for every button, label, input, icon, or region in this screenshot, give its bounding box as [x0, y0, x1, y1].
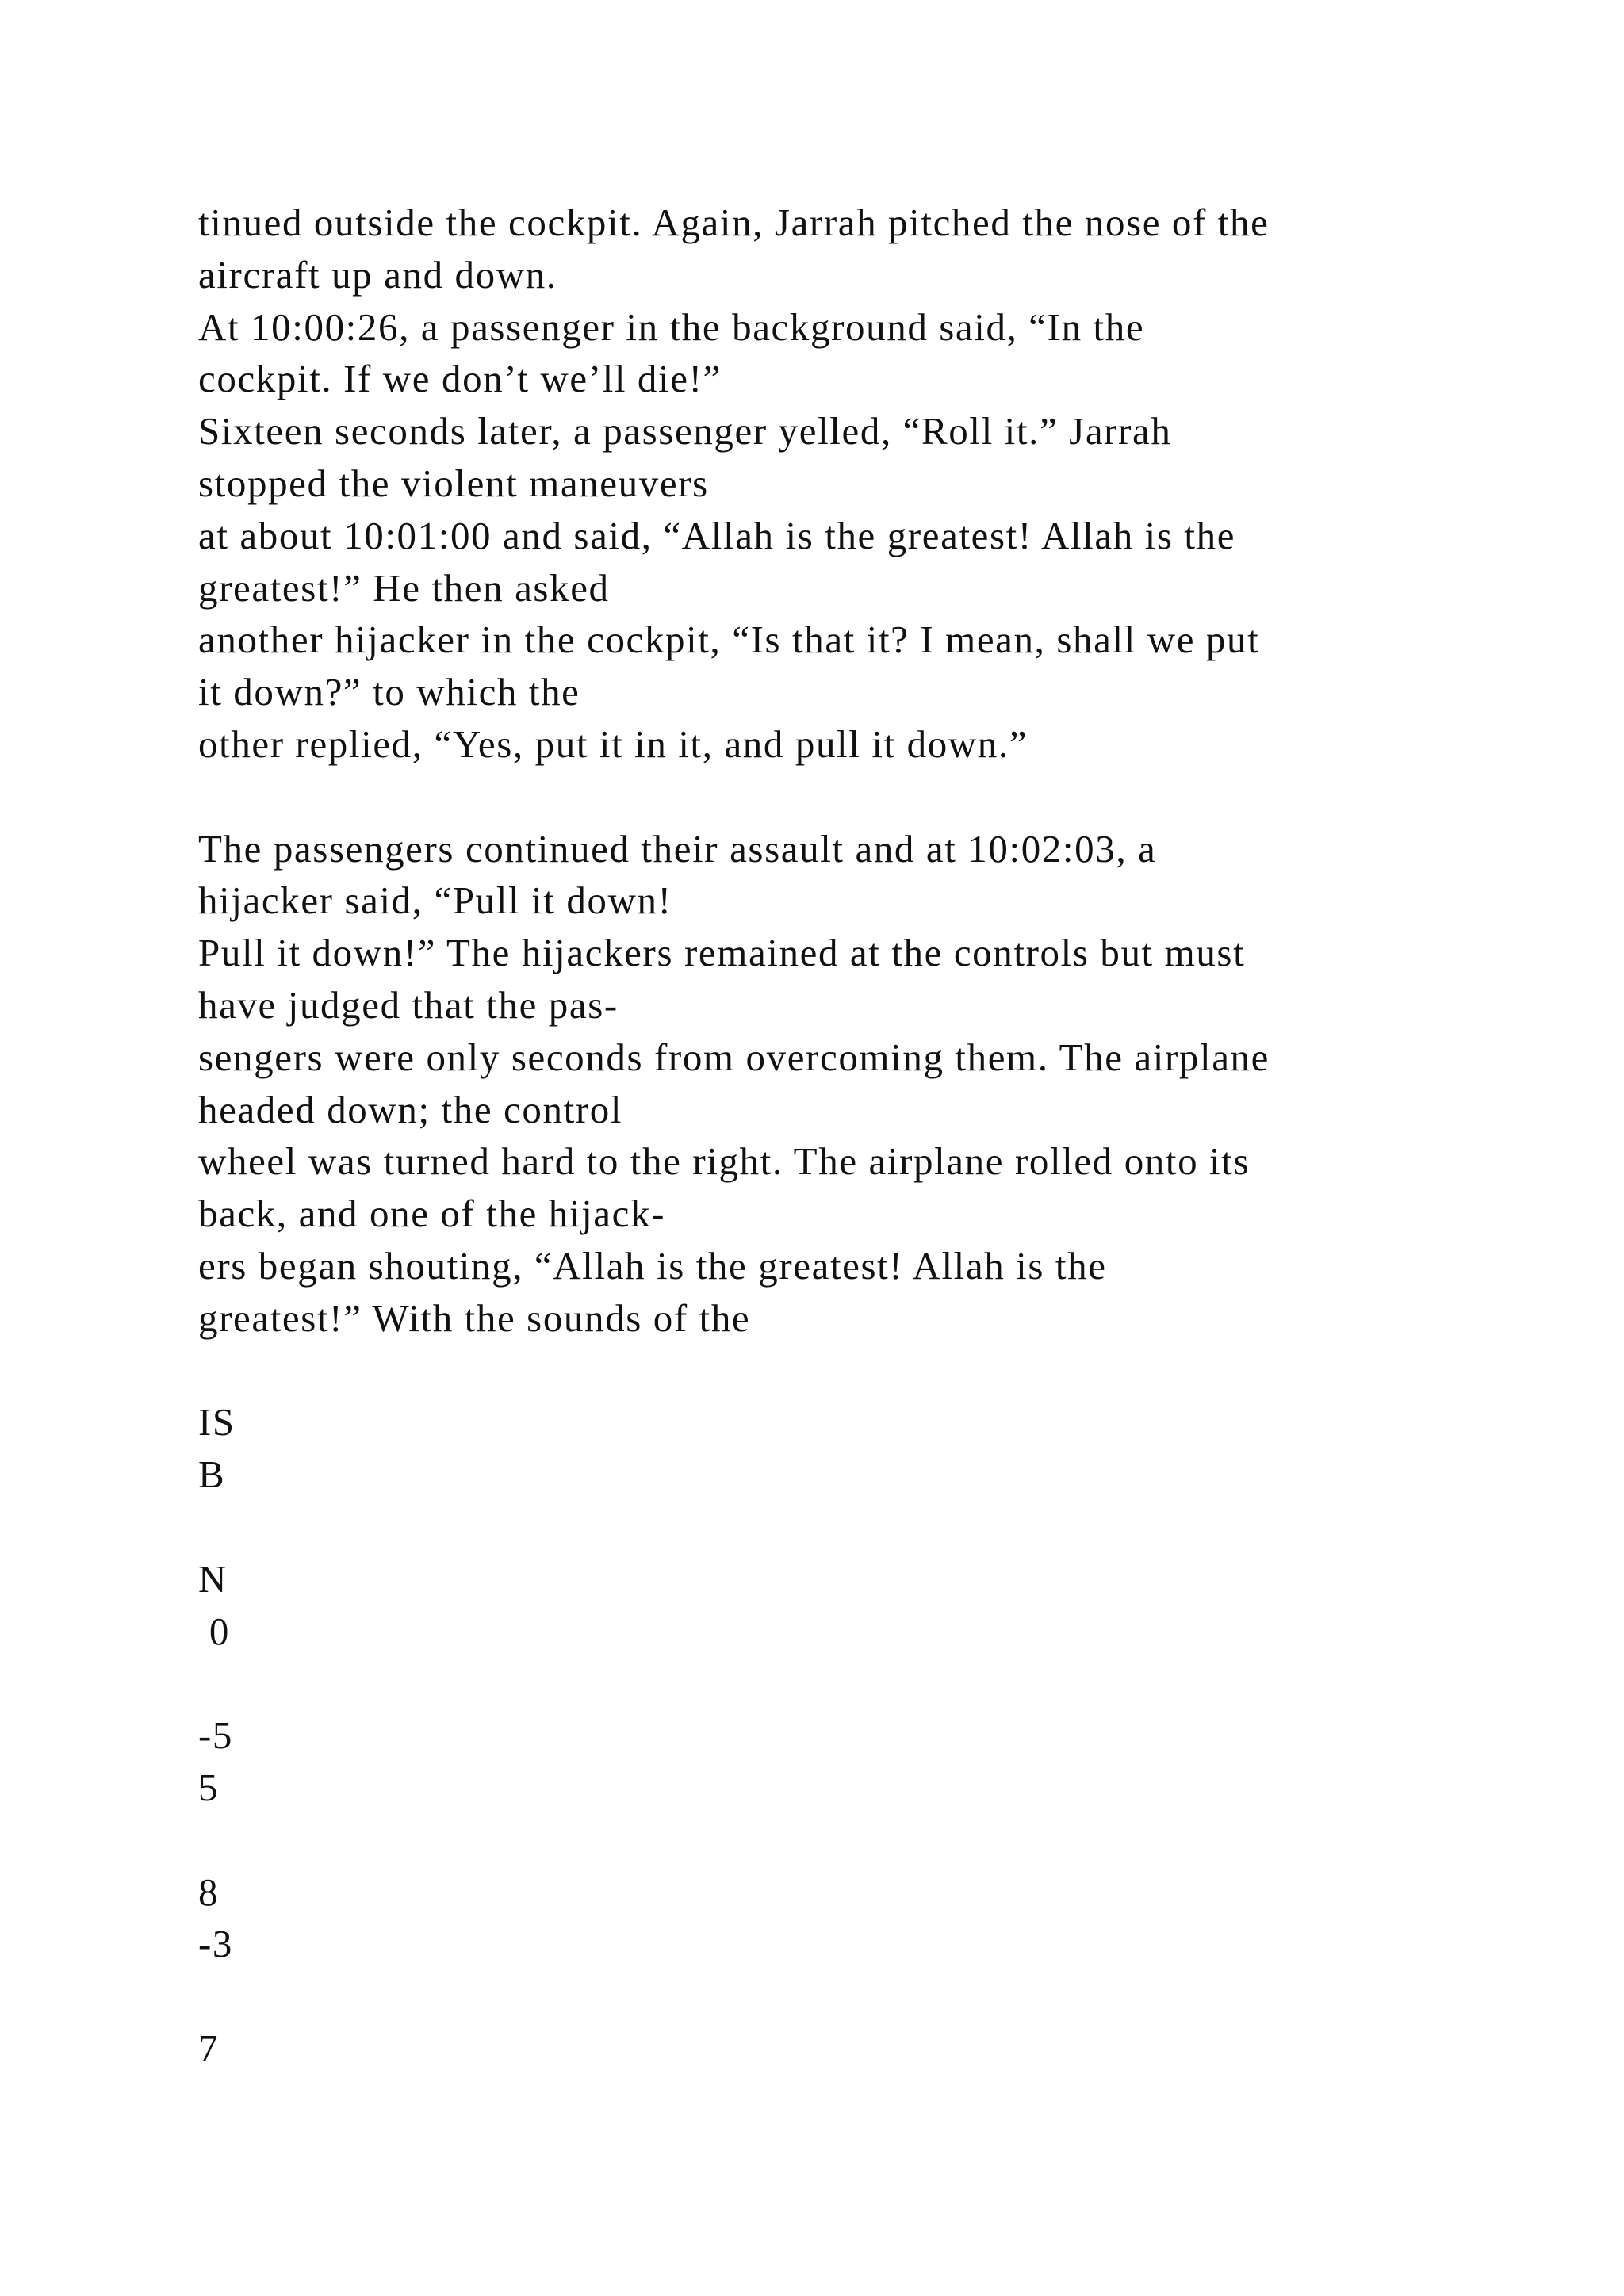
text-line: [198, 771, 1546, 823]
text-line: N: [198, 1556, 228, 1601]
text-line: The passengers continued their assault and at 10:02:03, a: [198, 826, 1157, 871]
text-line: [198, 1814, 1546, 1866]
body-text: [198, 197, 1546, 2075]
text-line: stopped the violent maneuvers: [198, 461, 709, 505]
text-line: B: [198, 1452, 226, 1497]
text-line: tinued outside the cockpit. Again, Jarrah pitched the nose of the: [198, 201, 1270, 244]
text-line: ers began shouting, “Allah is the greatest! Allah is the: [198, 1243, 1107, 1288]
text-line: at about 10:01:00 and said, “Allah is the greatest! Allah is the: [198, 513, 1236, 557]
text-line: aircraft up and down.: [198, 252, 557, 297]
text-line: 5: [198, 1765, 220, 1809]
text-line: [198, 1501, 1546, 1553]
text-line: have judged that the pas-: [198, 982, 619, 1027]
text-line: IS: [198, 1400, 236, 1445]
text-line: greatest!” He then asked: [198, 565, 610, 610]
text-line: 8: [198, 1869, 220, 1914]
text-line: back, and one of the hijack-: [198, 1192, 666, 1236]
text-line: [198, 1970, 1546, 2022]
text-line: Pull it down!” The hijackers remained at the controls but must: [198, 931, 1246, 975]
text-line: [198, 1657, 1546, 1709]
text-line: greatest!” With the sounds of the: [198, 1295, 751, 1340]
text-line: [198, 1345, 1546, 1397]
text-line: it down?” to which the: [198, 670, 580, 714]
text-line: Sixteen seconds later, a passenger yelled, “Roll it.” Jarrah: [198, 409, 1172, 453]
text-line: At 10:00:26, a passenger in the background said, “In the: [198, 304, 1145, 349]
text-line: sengers were only seconds from overcoming them. The airplane: [198, 1035, 1270, 1079]
text-line: headed down; the control: [198, 1087, 623, 1131]
text-line: cockpit. If we don’t we’ll die!”: [198, 357, 722, 401]
text-line: -5: [198, 1713, 234, 1758]
text-line: 0: [198, 1609, 230, 1653]
text-line: wheel was turned hard to the right. The airplane rolled onto its: [198, 1139, 1251, 1184]
text-line: -3: [198, 1922, 234, 1966]
text-line: hijacker said, “Pull it down!: [198, 878, 672, 923]
text-line: 7: [198, 2026, 220, 2070]
text-line: other replied, “Yes, put it in it, and pull it down.”: [198, 721, 1028, 766]
text-line: another hijacker in the cockpit, “Is that it? I mean, shall we put: [198, 618, 1260, 662]
